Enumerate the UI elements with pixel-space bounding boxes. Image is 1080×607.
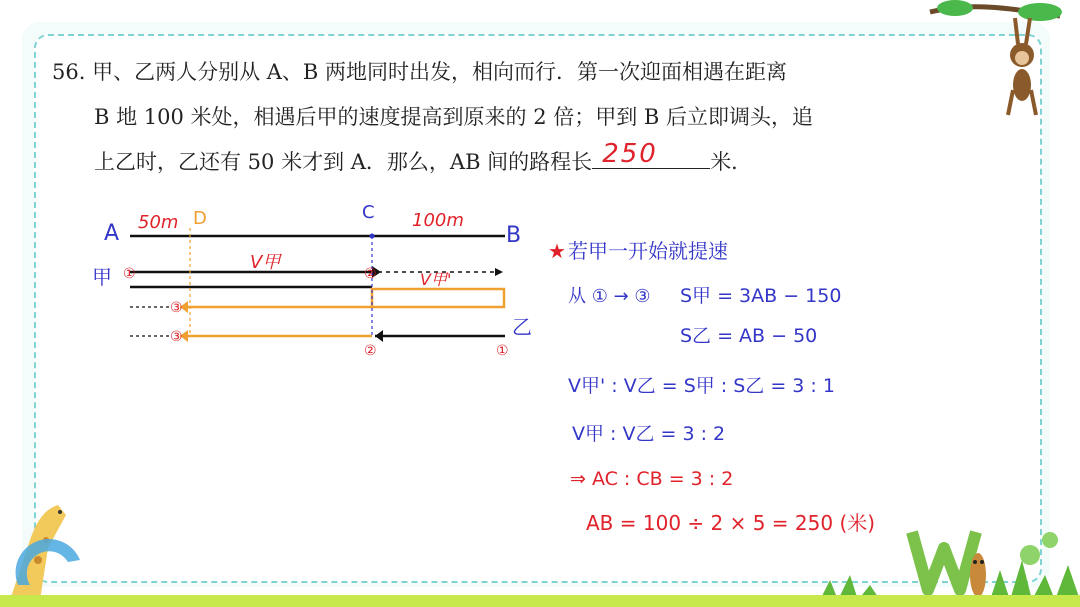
label-v-jia: V甲 xyxy=(250,252,281,273)
mark-1-yi: ① xyxy=(496,343,509,359)
problem-line-1: 56. 甲、乙两人分别从 A、B 两地同时出发，相向而行．第一次迎面相遇在距离 xyxy=(52,60,788,84)
handwritten-answer: 250 xyxy=(602,139,658,169)
notes-eq5: ⇒ AC : CB = 3 : 2 xyxy=(570,468,734,490)
problem-unit: 米． xyxy=(710,150,753,174)
label-B: B xyxy=(506,223,522,248)
problem-line-2: B 地 100 米处，相遇后甲的速度提高到原来的 2 倍；甲到 B 后立即调头，追 xyxy=(94,105,814,129)
label-v-jia-prime: V甲' xyxy=(420,270,452,289)
solution-notes xyxy=(548,239,875,535)
label-yi: 乙 xyxy=(512,315,532,339)
label-A: A xyxy=(104,221,120,246)
label-50m: 50m xyxy=(138,212,179,233)
point-C xyxy=(370,234,375,239)
mark-2-meet: ② xyxy=(364,266,377,282)
mark-2-yi: ② xyxy=(364,343,377,359)
problem-line-3-text: 上乙时，乙还有 50 米才到 A．那么，AB 间的路程长 xyxy=(94,150,593,174)
mark-3-b: ③ xyxy=(170,329,183,345)
star-icon: ★ xyxy=(548,239,566,263)
giraffe-decoration xyxy=(10,505,80,600)
notes-eq1: S甲 = 3AB − 150 xyxy=(680,285,842,307)
notes-eq6: AB = 100 ÷ 2 × 5 = 250 (米) xyxy=(586,511,876,535)
label-100m: 100m xyxy=(412,210,464,231)
notes-eq4: V甲 : V乙 = 3 : 2 xyxy=(572,423,726,445)
notes-step1: 从 ① → ③ xyxy=(568,286,651,307)
label-jia: 甲 xyxy=(92,265,112,289)
label-D: D xyxy=(193,208,207,229)
mark-3-a: ③ xyxy=(170,300,183,316)
label-C: C xyxy=(362,202,375,223)
mark-1-start: ① xyxy=(123,266,136,282)
bottom-grass-bar xyxy=(0,595,1080,607)
yi-arrow xyxy=(375,330,383,342)
notes-title: 若甲一开始就提速 xyxy=(568,239,728,263)
jia-turnaround xyxy=(372,289,504,307)
monkey-decoration xyxy=(930,0,1062,115)
jia-fast-arrow xyxy=(495,268,503,276)
notes-eq2: S乙 = AB − 50 xyxy=(680,325,818,347)
w-logo-decoration xyxy=(912,532,986,597)
notes-eq3: V甲' : V乙 = S甲 : S乙 = 3 : 1 xyxy=(568,375,835,397)
